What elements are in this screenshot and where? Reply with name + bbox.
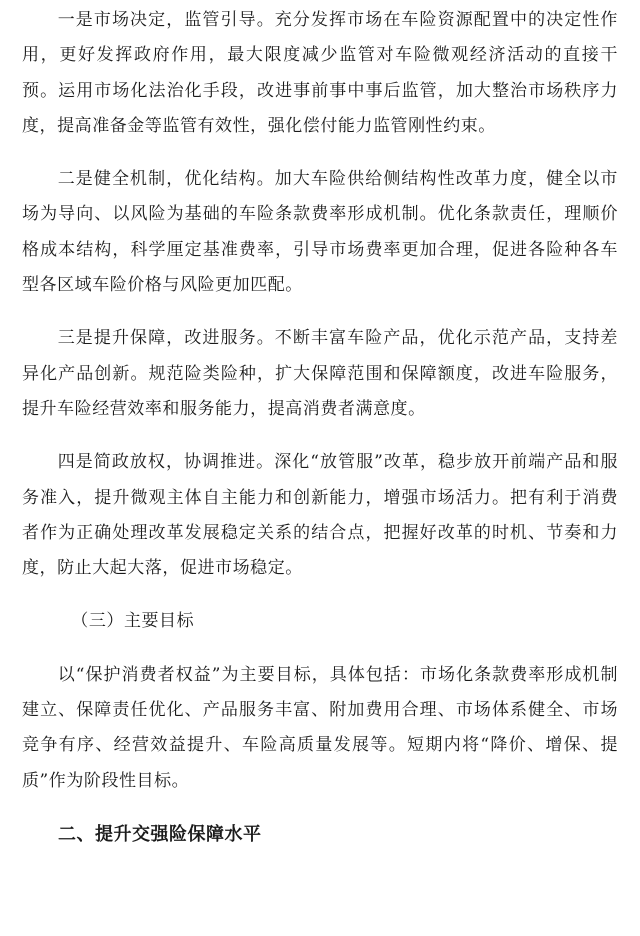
paragraph-gap [22,144,618,162]
paragraph-gap [22,640,618,658]
section-heading: 二、提升交强险保障水平 [58,823,262,845]
paragraph-gap [22,303,618,321]
paragraph-streamline-administration: 四是简政放权，协调推进。深化“放管服”改革，稳步放开前端产品和服务准入，提升微观主体自主能力和创新能力，增强市场活力。把有利于消费者作为正确处理改革发展稳定关系的结合点，把握好改革的时机、节奏和力度，防止大起大落，促进市场稳定。 [22,452,618,579]
subheading-main-goals: （三）主要目标 [71,611,195,632]
paragraph-main-goals: 以“保护消费者权益”为主要目标，具体包括：市场化条款费率形成机制建立、保障责任优化、产品服务丰富、附加费用合理、市场体系健全、市场竞争有序、经营效益提升、车险高质量发展等。短期内将“降价、增保、提质”作为阶段性目标。 [22,664,618,791]
paragraph-sound-mechanism: 二是健全机制，优化结构。加大车险供给侧结构性改革力度，健全以市场为导向、以风险为基础的车险条款费率形成机制。优化条款责任，理顺价格成本结构，科学厘定基准费率，引导市场费率更加合理，促进各险种各车型各区域车险价格与风险更加匹配。 [22,169,618,296]
paragraph-gap [22,586,618,604]
paragraph-market-decision: 一是市场决定，监管引导。充分发挥市场在车险资源配置中的决定性作用，更好发挥政府作用，最大限度减少监管对车险微观经济活动的直接干预。运用市场化法治化手段，改进事前事中事后监管，加大整治市场秩序力度，提高准备金等监管有效性，强化偿付能力监管刚性约束。 [22,10,618,136]
paragraph-gap [22,427,618,445]
paragraph-gap [22,799,618,817]
paragraph-improve-protection: 三是提升保障，改进服务。不断丰富车险产品，优化示范产品，支持差异化产品创新。规范险类险种，扩大保障范围和保障额度，改进车险服务，提升车险经营效率和服务能力，提高消费者满意度。 [22,328,618,419]
